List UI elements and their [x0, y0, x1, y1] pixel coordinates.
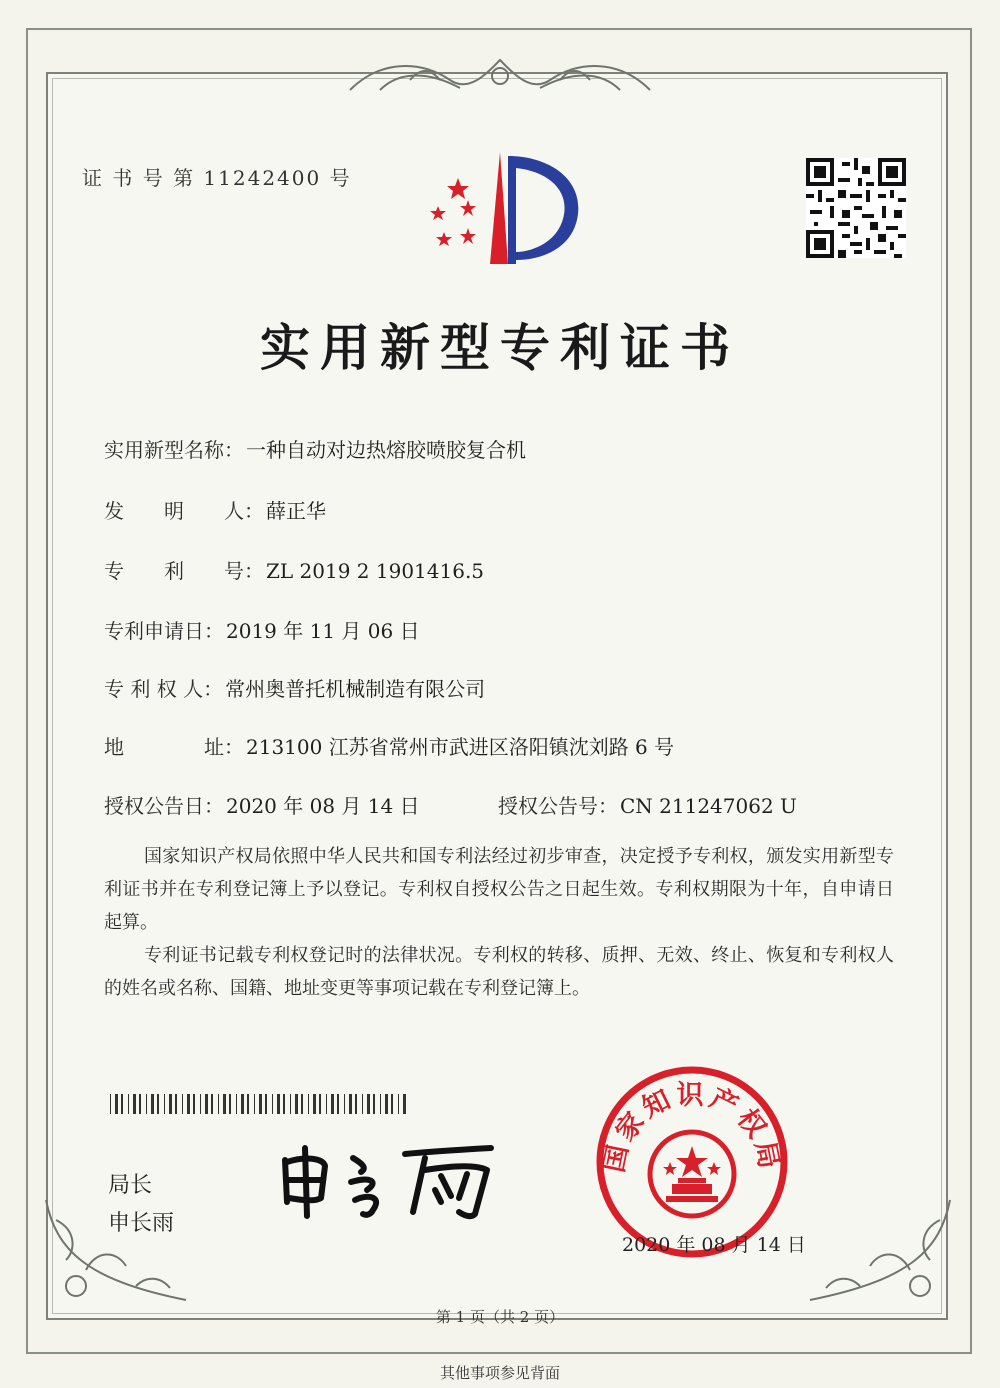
field-value: 薛正华	[266, 499, 326, 523]
field-label: 发 明 人：	[104, 499, 264, 523]
certificate-number: 证 书 号 第 11242400 号	[82, 166, 352, 190]
body-paragraph: 专利证书记载专利权登记时的法律状况。专利权的转移、质押、无效、终止、恢复和专利权人的姓名或名称、国籍、地址变更等事项记载在专利登记簿上。	[104, 945, 894, 999]
page-number: 第 1 页（共 2 页）	[435, 1308, 565, 1326]
field-label: 地 址：	[104, 735, 244, 759]
field-value: CN 211247062 U	[620, 794, 797, 818]
certificate-title: 实用新型专利证书	[260, 318, 740, 377]
field-publication-date	[104, 790, 420, 819]
field-label: 专 利 权 人：	[104, 677, 224, 701]
corner-ornament-icon	[800, 1190, 960, 1310]
field-address	[104, 731, 674, 760]
qr-code-icon	[806, 158, 906, 258]
field-label: 授权公告号：	[498, 794, 618, 818]
field-value: 一种自动对边热熔胶喷胶复合机	[246, 438, 526, 462]
seal-date: 2020 年 08 月 14 日	[622, 1234, 806, 1256]
barcode-icon	[110, 1094, 410, 1114]
field-value: 213100 江苏省常州市武进区洛阳镇沈刘路 6 号	[246, 735, 675, 759]
handwritten-signature-icon	[275, 1140, 505, 1220]
field-patentee	[104, 673, 485, 702]
director-name: 申长雨	[108, 1211, 175, 1236]
field-inventor	[104, 495, 326, 524]
seal-text: 国家知识产权局	[598, 1080, 786, 1176]
director-title: 局长	[108, 1173, 153, 1198]
corner-ornament-icon	[36, 1190, 196, 1310]
top-ornament-icon	[340, 50, 660, 100]
field-label: 专利申请日：	[104, 619, 224, 643]
field-label: 专 利 号：	[104, 559, 264, 583]
body-paragraph: 国家知识产权局依照中华人民共和国专利法经过初步审查，决定授予专利权，颁发实用新型专利证书并在专利登记簿上予以登记。专利权自授权公告之日起生效。专利权期限为十年，自申请日起算。	[104, 846, 894, 933]
field-label: 实用新型名称：	[104, 438, 244, 462]
field-application-date	[104, 615, 420, 644]
certificate-body	[104, 840, 894, 1005]
field-publication-number	[498, 790, 797, 819]
field-label: 授权公告日：	[104, 794, 224, 818]
field-value: 常州奥普托机械制造有限公司	[225, 677, 486, 701]
field-value: 2020 年 08 月 14 日	[226, 794, 420, 818]
patent-office-emblem-icon	[412, 148, 582, 268]
field-value: 2019 年 11 月 06 日	[226, 619, 420, 643]
field-utility-model-name	[104, 434, 526, 463]
field-patent-number	[104, 555, 484, 584]
back-note: 其他事项参见背面	[439, 1364, 560, 1382]
field-value: ZL 2019 2 1901416.5	[266, 559, 485, 583]
